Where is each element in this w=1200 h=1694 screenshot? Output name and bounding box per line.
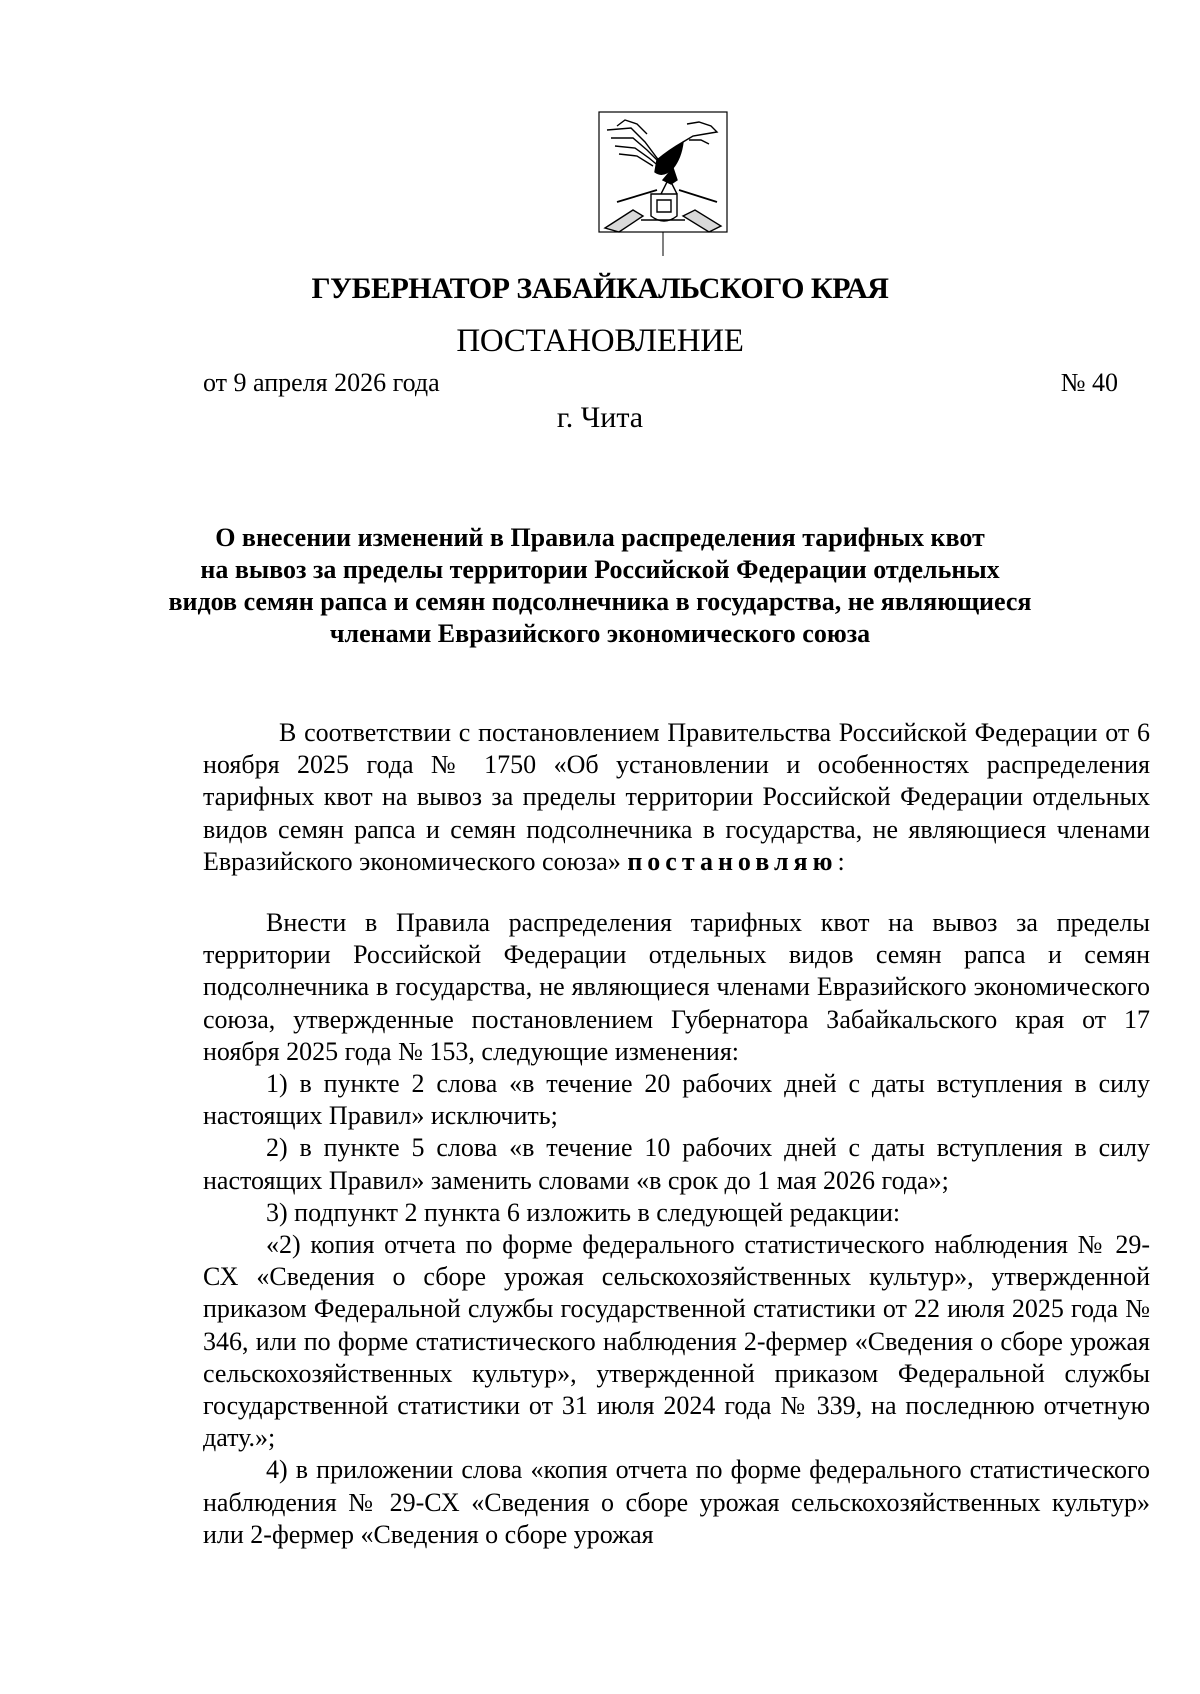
amendment-item-2: 2) в пункте 5 слова «в течение 10 рабочих дней с даты вступления в силу настоящих Правил» заменить словами «в срок до 1 мая 2026 года»; [203,1133,1150,1195]
title-line: О внесении изменений в Правила распределения тарифных квот [215,523,985,552]
resolve-word: постановляю [627,846,838,876]
amendment-item-4: 4) в приложении слова «копия отчета по форме федерального статистического наблюдения № 29-СХ «Сведения о сборе урожая сельскохозяйственных культур» или 2-фермер «Сведения о сборе урожая [203,1455,1150,1549]
title-line: видов семян рапса и семян подсолнечника в государства, не являющиеся [168,587,1032,616]
document-city: г. Чита [556,401,644,434]
document-title [150,522,1050,650]
resolve-colon: : [837,846,845,876]
title-line: членами Евразийского экономического союза [329,619,871,648]
preamble-paragraph [203,717,1150,878]
document-number: № 40 [1060,368,1118,397]
document-type: ПОСТАНОВЛЕНИЕ [456,323,744,359]
amendment-item-3: 3) подпункт 2 пункта 6 изложить в следующей редакции: [266,1197,901,1227]
amendment-quoted-subitem: «2) копия отчета по форме федерального статистического наблюдения № 29-СХ «Сведения о сборе урожая сельскохозяйственных культур», утвержденной приказом Федеральной службы государственной статистики от 22 июля 2025 года № 346, или по форме статистического наблюдения 2-фермер «Сведения о сборе урожая сельскохозяйственных культур», утвержденной приказом Федеральной службы государственной статистики от 31 июля 2024 года № 339, на последнюю отчетную дату.»; [203,1230,1150,1453]
paragraph-gap [203,878,1150,907]
intro-paragraph: Внести в Правила распределения тарифных квот на вывоз за пределы территории Российской Федерации отдельных видов семян рапса и семян подсолнечника в государства, не являющиеся членами Евразийского экономического союза, утвержденные постановлением Губернатора Забайкальского края от 17 ноября 2025 года № 153, следующие изменения: [203,908,1150,1066]
document-body [203,717,1150,1551]
document-date: от 9 апреля 2026 года [203,368,440,397]
coat-of-arms-emblem [597,110,729,258]
amendment-item-1: 1) в пункте 2 слова «в течение 20 рабочих дней с даты вступления в силу настоящих Правил» исключить; [203,1069,1150,1131]
title-line: на вывоз за пределы территории Российской Федерации отдельных [200,555,1000,584]
preamble-text: В соответствии с постановлением Правительства Российской Федерации от 6 ноября 2025 года № 1750 «Об установлении и особенностях распределения тарифных квот на вывоз за пределы территории Российской Федерации отдельных видов семян рапса и семян подсолнечника в государства, не являющиеся членами Евразийского экономического союза» [203,718,1150,876]
issuing-authority: ГУБЕРНАТОР ЗАБАЙКАЛЬСКОГО КРАЯ [311,272,889,305]
